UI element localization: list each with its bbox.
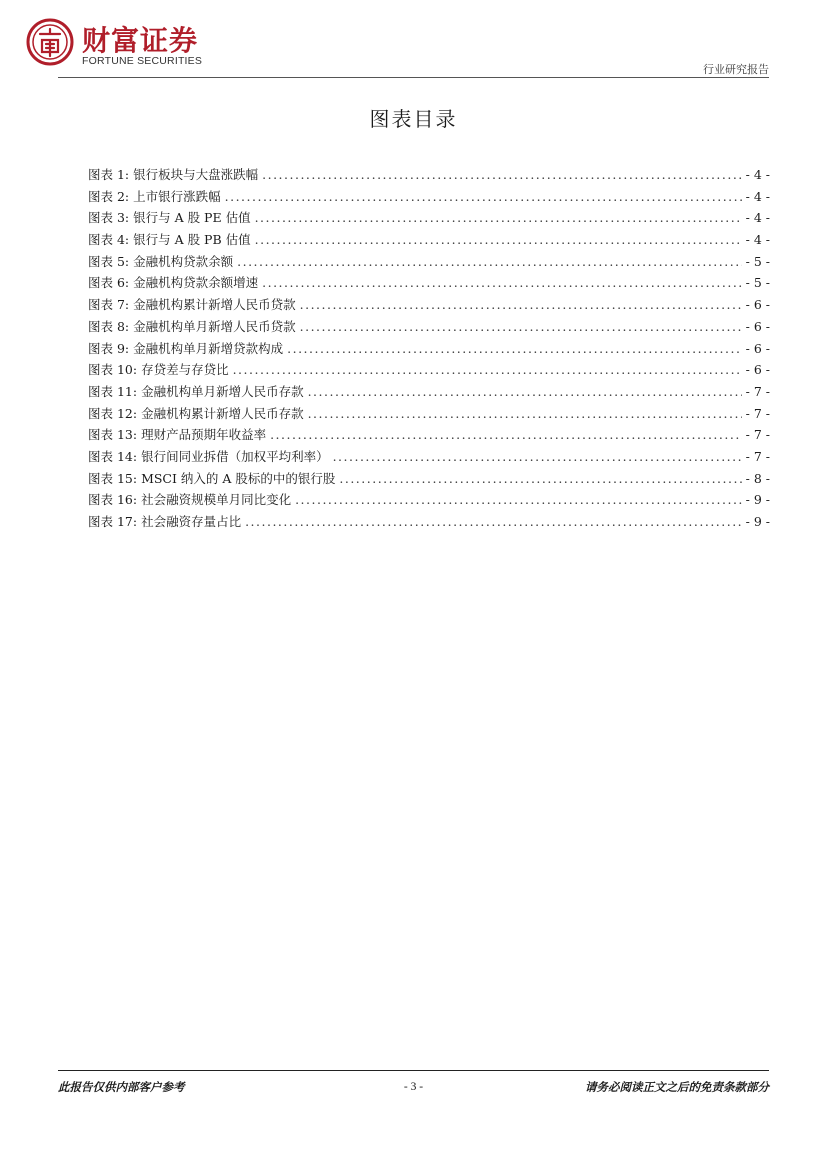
toc-leader-dots [255,210,742,225]
fortune-seal-icon [26,18,74,66]
report-type: 行业研究报告 [703,63,769,76]
toc-entry-label: 图表 2: 上市银行涨跌幅 [88,188,221,204]
toc-entry-label: 图表 1: 银行板块与大盘涨跌幅 [88,167,259,182]
toc-leader-dots [245,514,742,529]
toc-entry-label: 图表 7: 金融机构累计新增人民币贷款 [88,297,296,313]
toc-entry-page: - 6 - [745,318,770,334]
toc-entry-page: - 5 - [745,275,770,291]
toc-entry[interactable] [88,165,770,187]
toc-entry-page: - 5 - [745,253,770,269]
toc-leader-dots [295,492,742,507]
toc-entry-label: 图表 12: 金融机构累计新增人民币存款 [88,405,304,421]
toc-entry-page: - 9 - [745,492,770,508]
footer-disclaimer-right: 请务必阅读正文之后的免责条款部分 [585,1080,769,1094]
toc-entry[interactable] [88,273,770,295]
toc-entry-label: 图表 11: 金融机构单月新增人民币存款 [88,383,304,399]
toc-entry-label: 图表 17: 社会融资存量占比 [88,514,242,529]
toc-entry[interactable] [88,208,770,230]
toc-entry-page: - 6 - [745,362,770,378]
toc-list [88,165,770,534]
toc-entry-label: 图表 16: 社会融资规模单月同比变化 [88,492,292,508]
toc-entry-page: - 4 - [745,232,770,248]
toc-leader-dots [339,471,741,486]
toc-entry[interactable] [88,490,770,512]
toc-entry-label: 图表 10: 存贷差与存贷比 [88,362,229,378]
company-logo [26,18,206,70]
logo-english-name: FORTUNE SECURITIES [82,55,203,67]
toc-title: 图表目录 [369,107,458,131]
toc-leader-dots [300,319,742,334]
toc-entry[interactable] [88,230,770,252]
toc-entry-label: 图表 9: 金融机构单月新增贷款构成 [88,340,284,356]
toc-entry-page: - 4 - [745,167,770,182]
toc-entry-label: 图表 4: 银行与 A 股 PB 估值 [88,232,251,248]
toc-entry[interactable] [88,339,770,361]
toc-entry-label: 图表 15: MSCI 纳入的 A 股标的中的银行股 [88,470,336,486]
toc-entry[interactable] [88,404,770,426]
toc-leader-dots [233,362,742,377]
toc-entry-page: - 7 - [745,448,770,464]
toc-entry-label: 图表 5: 金融机构贷款余额 [88,253,234,269]
footer-disclaimer-left: 此报告仅供内部客户参考 [58,1080,185,1094]
toc-leader-dots [262,275,742,290]
toc-leader-dots [262,167,742,182]
toc-entry[interactable] [88,360,770,382]
toc-entry[interactable] [88,295,770,317]
toc-entry[interactable] [88,382,770,404]
toc-entry-page: - 6 - [745,297,770,313]
toc-leader-dots [237,254,742,269]
toc-entry-page: - 4 - [745,210,770,226]
toc-leader-dots [255,232,742,247]
toc-entry-label: 图表 8: 金融机构单月新增人民币贷款 [88,318,296,334]
toc-leader-dots [308,384,742,399]
toc-entry-label: 图表 3: 银行与 A 股 PE 估值 [88,210,251,226]
toc-entry-page: - 8 - [745,470,770,486]
footer-divider [58,1070,769,1071]
toc-entry-label: 图表 6: 金融机构贷款余额增速 [88,275,259,291]
toc-leader-dots [225,189,742,204]
toc-entry[interactable] [88,469,770,491]
toc-entry-page: - 6 - [745,340,770,356]
toc-entry-label: 图表 13: 理财产品预期年收益率 [88,427,267,443]
page-number: - 3 - [403,1081,424,1093]
toc-entry[interactable] [88,317,770,339]
toc-leader-dots [308,406,742,421]
logo-chinese-name: 财富证券 [82,24,199,57]
toc-entry[interactable] [88,447,770,469]
toc-entry[interactable] [88,425,770,447]
toc-leader-dots [300,297,742,312]
toc-entry-page: - 7 - [745,405,770,421]
toc-entry[interactable] [88,512,770,534]
toc-leader-dots [287,341,742,356]
toc-entry[interactable] [88,187,770,209]
toc-entry-page: - 7 - [745,383,770,399]
header-divider [58,77,769,78]
toc-entry-page: - 4 - [745,188,770,204]
toc-entry[interactable] [88,252,770,274]
toc-leader-dots [333,449,742,464]
toc-entry-page: - 9 - [745,514,770,529]
toc-entry-label: 图表 14: 银行间同业拆借（加权平均利率） [88,448,329,464]
toc-entry-page: - 7 - [745,427,770,443]
toc-leader-dots [270,427,742,442]
